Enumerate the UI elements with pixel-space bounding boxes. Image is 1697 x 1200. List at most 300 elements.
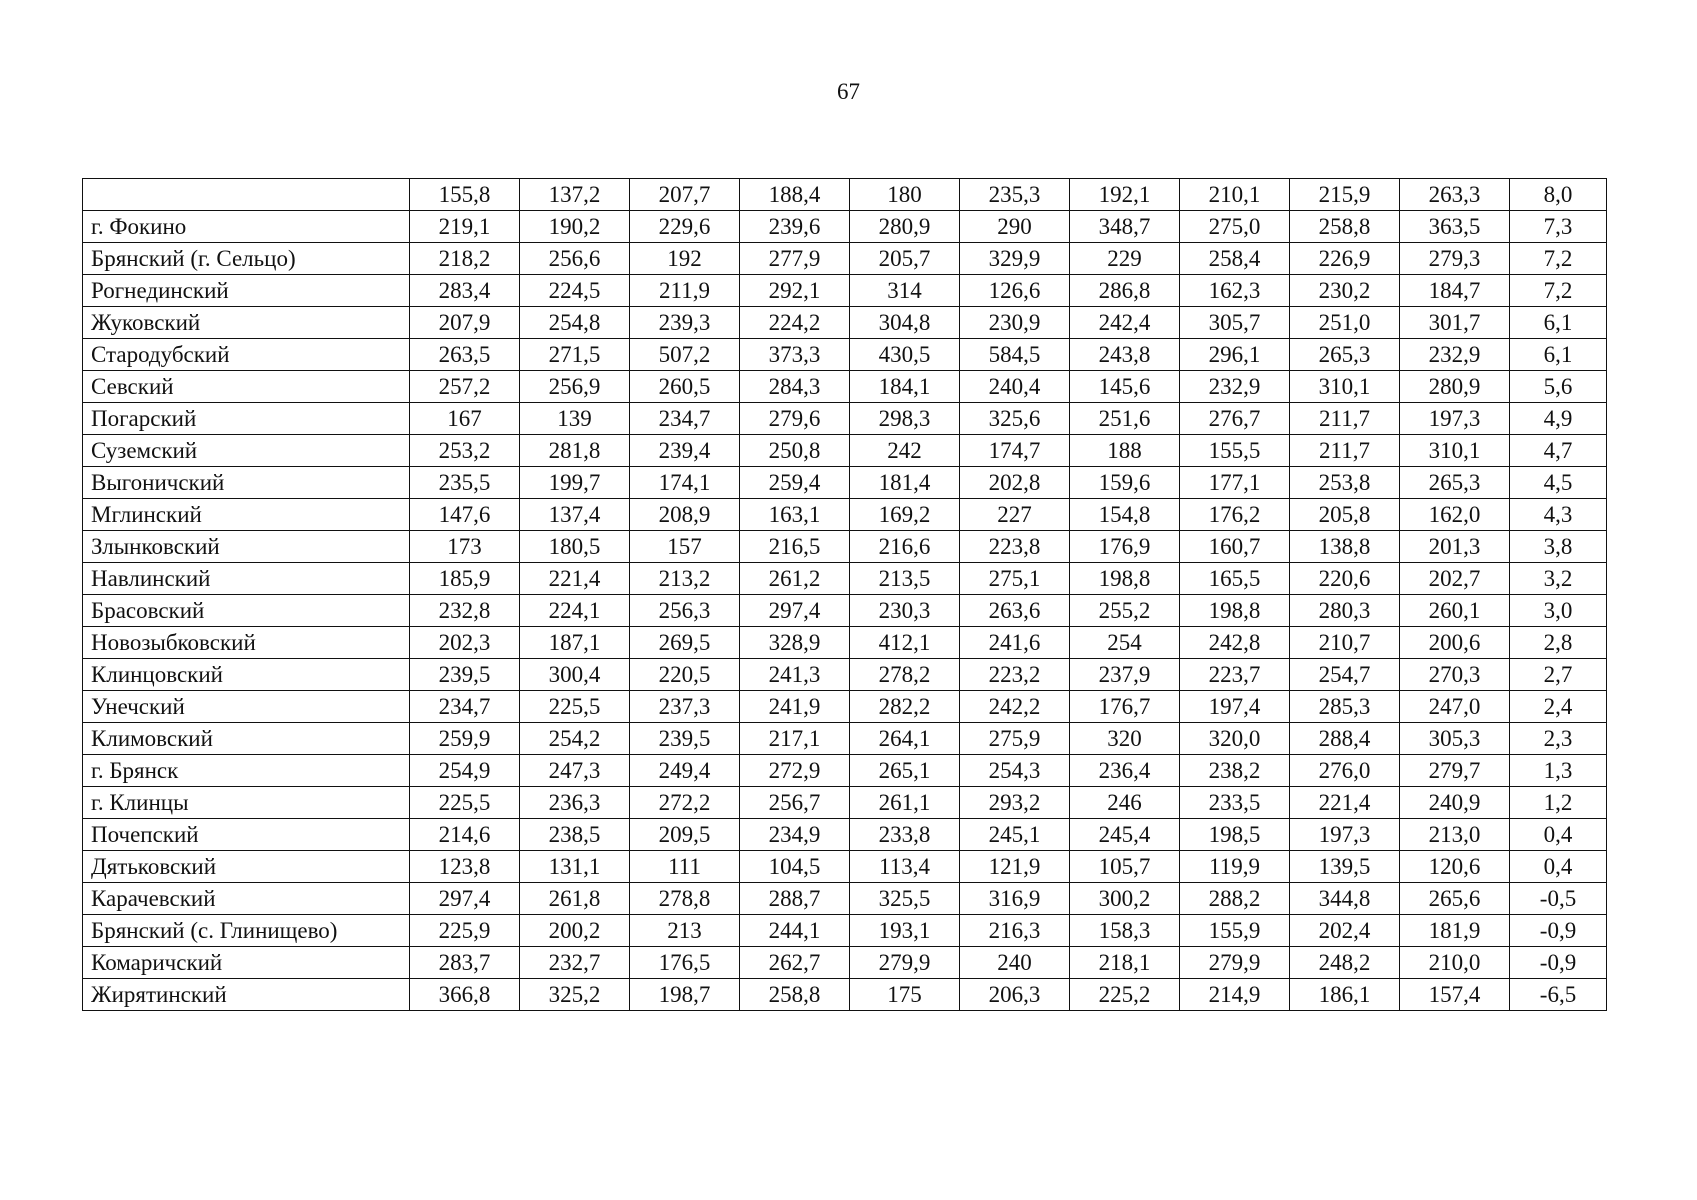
value-cell: 257,2 (410, 371, 520, 403)
value-cell: 286,8 (1070, 275, 1180, 307)
value-cell: 241,6 (960, 627, 1070, 659)
value-cell: 131,1 (520, 851, 630, 883)
value-cell: 221,4 (1290, 787, 1400, 819)
value-cell: 232,7 (520, 947, 630, 979)
value-cell: 137,4 (520, 499, 630, 531)
value-cell: 163,1 (740, 499, 850, 531)
value-cell: 205,8 (1290, 499, 1400, 531)
value-cell: 276,7 (1180, 403, 1290, 435)
value-cell: 293,2 (960, 787, 1070, 819)
value-cell: 162,3 (1180, 275, 1290, 307)
table-row (83, 339, 1607, 371)
value-cell: 320 (1070, 723, 1180, 755)
value-cell: 283,4 (410, 275, 520, 307)
district-name-cell: Комаричский (83, 947, 410, 979)
district-name-cell: Унечский (83, 691, 410, 723)
value-cell: 277,9 (740, 243, 850, 275)
value-cell: 215,9 (1290, 179, 1400, 211)
value-cell: 236,4 (1070, 755, 1180, 787)
value-cell: 310,1 (1400, 435, 1510, 467)
value-cell: 186,1 (1290, 979, 1400, 1011)
value-cell: 145,6 (1070, 371, 1180, 403)
value-cell: 175 (850, 979, 960, 1011)
value-cell: 198,8 (1180, 595, 1290, 627)
value-cell: 412,1 (850, 627, 960, 659)
value-cell: 238,2 (1180, 755, 1290, 787)
value-cell: 226,9 (1290, 243, 1400, 275)
value-cell: 246 (1070, 787, 1180, 819)
value-cell: 284,3 (740, 371, 850, 403)
change-value-cell: 4,9 (1510, 403, 1607, 435)
table-row (83, 851, 1607, 883)
value-cell: 174,7 (960, 435, 1070, 467)
district-name-cell: Навлинский (83, 563, 410, 595)
value-cell: 259,4 (740, 467, 850, 499)
value-cell: 176,5 (630, 947, 740, 979)
value-cell: 111 (630, 851, 740, 883)
value-cell: 233,5 (1180, 787, 1290, 819)
value-cell: 328,9 (740, 627, 850, 659)
value-cell: 263,3 (1400, 179, 1510, 211)
value-cell: 241,9 (740, 691, 850, 723)
value-cell: 251,6 (1070, 403, 1180, 435)
value-cell: 193,1 (850, 915, 960, 947)
change-value-cell: 2,8 (1510, 627, 1607, 659)
value-cell: 256,9 (520, 371, 630, 403)
value-cell: 430,5 (850, 339, 960, 371)
value-cell: 301,7 (1400, 307, 1510, 339)
district-name-cell: Брянский (с. Глинищево) (83, 915, 410, 947)
table-row (83, 819, 1607, 851)
value-cell: 288,2 (1180, 883, 1290, 915)
value-cell: 139 (520, 403, 630, 435)
change-value-cell: 3,2 (1510, 563, 1607, 595)
district-name-cell: Стародубский (83, 339, 410, 371)
district-name-cell: Рогнединский (83, 275, 410, 307)
change-value-cell: 0,4 (1510, 819, 1607, 851)
district-data-table (82, 178, 1607, 1011)
value-cell: 239,4 (630, 435, 740, 467)
district-name-cell: Клинцовский (83, 659, 410, 691)
value-cell: 199,7 (520, 467, 630, 499)
change-value-cell: 7,2 (1510, 275, 1607, 307)
value-cell: 263,5 (410, 339, 520, 371)
value-cell: 325,2 (520, 979, 630, 1011)
value-cell: 305,7 (1180, 307, 1290, 339)
district-name-cell: Новозыбковский (83, 627, 410, 659)
value-cell: 181,4 (850, 467, 960, 499)
value-cell: 239,6 (740, 211, 850, 243)
table-row (83, 499, 1607, 531)
value-cell: 305,3 (1400, 723, 1510, 755)
value-cell: 281,8 (520, 435, 630, 467)
value-cell: 165,5 (1180, 563, 1290, 595)
table-row (83, 787, 1607, 819)
value-cell: 224,2 (740, 307, 850, 339)
change-value-cell: 7,3 (1510, 211, 1607, 243)
table-row (83, 883, 1607, 915)
value-cell: 279,7 (1400, 755, 1510, 787)
district-name-cell: Жуковский (83, 307, 410, 339)
value-cell: 188,4 (740, 179, 850, 211)
value-cell: 208,9 (630, 499, 740, 531)
value-cell: 211,9 (630, 275, 740, 307)
value-cell: 366,8 (410, 979, 520, 1011)
change-value-cell: 4,7 (1510, 435, 1607, 467)
value-cell: 261,1 (850, 787, 960, 819)
value-cell: 219,1 (410, 211, 520, 243)
change-value-cell: 0,4 (1510, 851, 1607, 883)
value-cell: 271,5 (520, 339, 630, 371)
value-cell: 155,9 (1180, 915, 1290, 947)
change-value-cell: 2,3 (1510, 723, 1607, 755)
value-cell: 254,2 (520, 723, 630, 755)
value-cell: 167 (410, 403, 520, 435)
district-name-cell: Суземский (83, 435, 410, 467)
value-cell: 256,3 (630, 595, 740, 627)
value-cell: 254,7 (1290, 659, 1400, 691)
value-cell: 320,0 (1180, 723, 1290, 755)
value-cell: 278,8 (630, 883, 740, 915)
value-cell: 240 (960, 947, 1070, 979)
value-cell: 235,5 (410, 467, 520, 499)
table-row (83, 275, 1607, 307)
value-cell: 174,1 (630, 467, 740, 499)
value-cell: 304,8 (850, 307, 960, 339)
change-value-cell: 2,4 (1510, 691, 1607, 723)
value-cell: 213 (630, 915, 740, 947)
value-cell: 209,5 (630, 819, 740, 851)
value-cell: 254 (1070, 627, 1180, 659)
district-name-cell: г. Фокино (83, 211, 410, 243)
value-cell: 270,3 (1400, 659, 1510, 691)
value-cell: 283,7 (410, 947, 520, 979)
table-row (83, 947, 1607, 979)
value-cell: 202,7 (1400, 563, 1510, 595)
value-cell: 248,2 (1290, 947, 1400, 979)
value-cell: 243,8 (1070, 339, 1180, 371)
value-cell: 329,9 (960, 243, 1070, 275)
value-cell: 217,1 (740, 723, 850, 755)
value-cell: 154,8 (1070, 499, 1180, 531)
value-cell: 264,1 (850, 723, 960, 755)
value-cell: 160,7 (1180, 531, 1290, 563)
change-value-cell: 6,1 (1510, 339, 1607, 371)
value-cell: 310,1 (1290, 371, 1400, 403)
value-cell: 198,7 (630, 979, 740, 1011)
value-cell: 249,4 (630, 755, 740, 787)
value-cell: 254,9 (410, 755, 520, 787)
change-value-cell: 1,3 (1510, 755, 1607, 787)
table-row (83, 659, 1607, 691)
value-cell: 197,3 (1400, 403, 1510, 435)
district-name-cell: Злынковский (83, 531, 410, 563)
value-cell: 239,3 (630, 307, 740, 339)
value-cell: 157,4 (1400, 979, 1510, 1011)
value-cell: 224,5 (520, 275, 630, 307)
value-cell: 105,7 (1070, 851, 1180, 883)
value-cell: 245,1 (960, 819, 1070, 851)
value-cell: 223,2 (960, 659, 1070, 691)
value-cell: 239,5 (410, 659, 520, 691)
table-row (83, 755, 1607, 787)
value-cell: 177,1 (1180, 467, 1290, 499)
table-row (83, 563, 1607, 595)
value-cell: 584,5 (960, 339, 1070, 371)
value-cell: 121,9 (960, 851, 1070, 883)
district-name-cell: г. Клинцы (83, 787, 410, 819)
value-cell: 280,9 (850, 211, 960, 243)
change-value-cell: 8,0 (1510, 179, 1607, 211)
value-cell: 200,6 (1400, 627, 1510, 659)
page-number: 67 (837, 79, 860, 104)
value-cell: 269,5 (630, 627, 740, 659)
value-cell: 216,6 (850, 531, 960, 563)
value-cell: 220,6 (1290, 563, 1400, 595)
value-cell: 230,9 (960, 307, 1070, 339)
value-cell: 348,7 (1070, 211, 1180, 243)
change-value-cell: -0,9 (1510, 915, 1607, 947)
change-value-cell: 7,2 (1510, 243, 1607, 275)
table-row (83, 179, 1607, 211)
value-cell: 265,1 (850, 755, 960, 787)
value-cell: 187,1 (520, 627, 630, 659)
value-cell: 265,3 (1400, 467, 1510, 499)
value-cell: 210,1 (1180, 179, 1290, 211)
table-row (83, 979, 1607, 1011)
value-cell: 265,6 (1400, 883, 1510, 915)
district-name-cell: Брянский (г. Сельцо) (83, 243, 410, 275)
district-name-cell: Севский (83, 371, 410, 403)
table-row (83, 243, 1607, 275)
table-row (83, 723, 1607, 755)
district-name-cell: Дятьковский (83, 851, 410, 883)
value-cell: 325,6 (960, 403, 1070, 435)
value-cell: 242 (850, 435, 960, 467)
value-cell: 197,3 (1290, 819, 1400, 851)
value-cell: 297,4 (410, 883, 520, 915)
value-cell: 279,3 (1400, 243, 1510, 275)
district-name-cell: Выгоничский (83, 467, 410, 499)
change-value-cell: -6,5 (1510, 979, 1607, 1011)
district-name-cell: Брасовский (83, 595, 410, 627)
value-cell: 218,1 (1070, 947, 1180, 979)
value-cell: 104,5 (740, 851, 850, 883)
value-cell: 216,5 (740, 531, 850, 563)
value-cell: 275,1 (960, 563, 1070, 595)
district-name-cell: Мглинский (83, 499, 410, 531)
value-cell: 113,4 (850, 851, 960, 883)
value-cell: 176,2 (1180, 499, 1290, 531)
value-cell: 180 (850, 179, 960, 211)
value-cell: 173 (410, 531, 520, 563)
value-cell: 210,0 (1400, 947, 1510, 979)
value-cell: 197,4 (1180, 691, 1290, 723)
district-name-cell: Климовский (83, 723, 410, 755)
value-cell: 247,3 (520, 755, 630, 787)
value-cell: 227 (960, 499, 1070, 531)
value-cell: 155,8 (410, 179, 520, 211)
value-cell: 272,2 (630, 787, 740, 819)
value-cell: 239,5 (630, 723, 740, 755)
table-row (83, 531, 1607, 563)
value-cell: 279,9 (1180, 947, 1290, 979)
value-cell: 240,9 (1400, 787, 1510, 819)
value-cell: 242,8 (1180, 627, 1290, 659)
district-name-cell: Карачевский (83, 883, 410, 915)
change-value-cell: -0,5 (1510, 883, 1607, 915)
value-cell: 202,4 (1290, 915, 1400, 947)
value-cell: 218,2 (410, 243, 520, 275)
value-cell: 224,1 (520, 595, 630, 627)
change-value-cell: 3,8 (1510, 531, 1607, 563)
change-value-cell: 5,6 (1510, 371, 1607, 403)
table-row (83, 435, 1607, 467)
value-cell: 184,1 (850, 371, 960, 403)
value-cell: 198,5 (1180, 819, 1290, 851)
value-cell: 288,7 (740, 883, 850, 915)
value-cell: 235,3 (960, 179, 1070, 211)
value-cell: 138,8 (1290, 531, 1400, 563)
value-cell: 256,6 (520, 243, 630, 275)
value-cell: 507,2 (630, 339, 740, 371)
value-cell: 253,2 (410, 435, 520, 467)
table-row (83, 371, 1607, 403)
value-cell: 325,5 (850, 883, 960, 915)
value-cell: 162,0 (1400, 499, 1510, 531)
table-row (83, 915, 1607, 947)
value-cell: 185,9 (410, 563, 520, 595)
value-cell: 316,9 (960, 883, 1070, 915)
change-value-cell: 6,1 (1510, 307, 1607, 339)
value-cell: 169,2 (850, 499, 960, 531)
value-cell: 176,9 (1070, 531, 1180, 563)
value-cell: 214,6 (410, 819, 520, 851)
district-name-cell (83, 179, 410, 211)
value-cell: 147,6 (410, 499, 520, 531)
value-cell: 240,4 (960, 371, 1070, 403)
value-cell: 241,3 (740, 659, 850, 691)
value-cell: 280,9 (1400, 371, 1510, 403)
value-cell: 232,9 (1180, 371, 1290, 403)
value-cell: 225,5 (520, 691, 630, 723)
value-cell: 232,9 (1400, 339, 1510, 371)
value-cell: 247,0 (1400, 691, 1510, 723)
value-cell: 373,3 (740, 339, 850, 371)
value-cell: 253,8 (1290, 467, 1400, 499)
value-cell: 206,3 (960, 979, 1070, 1011)
value-cell: 261,2 (740, 563, 850, 595)
value-cell: 155,5 (1180, 435, 1290, 467)
value-cell: 229 (1070, 243, 1180, 275)
value-cell: 245,4 (1070, 819, 1180, 851)
value-cell: 157 (630, 531, 740, 563)
value-cell: 265,3 (1290, 339, 1400, 371)
value-cell: 237,9 (1070, 659, 1180, 691)
value-cell: 259,9 (410, 723, 520, 755)
value-cell: 298,3 (850, 403, 960, 435)
value-cell: 210,7 (1290, 627, 1400, 659)
value-cell: 223,7 (1180, 659, 1290, 691)
value-cell: 278,2 (850, 659, 960, 691)
value-cell: 225,9 (410, 915, 520, 947)
value-cell: 262,7 (740, 947, 850, 979)
value-cell: 244,1 (740, 915, 850, 947)
value-cell: 288,4 (1290, 723, 1400, 755)
value-cell: 300,2 (1070, 883, 1180, 915)
table-row (83, 691, 1607, 723)
value-cell: 256,7 (740, 787, 850, 819)
value-cell: 201,3 (1400, 531, 1510, 563)
value-cell: 272,9 (740, 755, 850, 787)
value-cell: 260,1 (1400, 595, 1510, 627)
change-value-cell: 1,2 (1510, 787, 1607, 819)
value-cell: 159,6 (1070, 467, 1180, 499)
value-cell: 234,7 (410, 691, 520, 723)
change-value-cell: 3,0 (1510, 595, 1607, 627)
value-cell: 230,2 (1290, 275, 1400, 307)
value-cell: 296,1 (1180, 339, 1290, 371)
value-cell: 180,5 (520, 531, 630, 563)
value-cell: 260,5 (630, 371, 740, 403)
change-value-cell: 2,7 (1510, 659, 1607, 691)
value-cell: 225,2 (1070, 979, 1180, 1011)
value-cell: 314 (850, 275, 960, 307)
value-cell: 137,2 (520, 179, 630, 211)
table-row (83, 403, 1607, 435)
value-cell: 214,9 (1180, 979, 1290, 1011)
value-cell: 232,8 (410, 595, 520, 627)
value-cell: 290 (960, 211, 1070, 243)
value-cell: 258,8 (740, 979, 850, 1011)
value-cell: 237,3 (630, 691, 740, 723)
value-cell: 258,4 (1180, 243, 1290, 275)
value-cell: 282,2 (850, 691, 960, 723)
value-cell: 139,5 (1290, 851, 1400, 883)
value-cell: 211,7 (1290, 435, 1400, 467)
value-cell: 213,0 (1400, 819, 1510, 851)
value-cell: 279,9 (850, 947, 960, 979)
value-cell: 221,4 (520, 563, 630, 595)
change-value-cell: 4,5 (1510, 467, 1607, 499)
value-cell: 207,9 (410, 307, 520, 339)
value-cell: 275,0 (1180, 211, 1290, 243)
district-name-cell: г. Брянск (83, 755, 410, 787)
table-row (83, 307, 1607, 339)
value-cell: 292,1 (740, 275, 850, 307)
value-cell: 202,3 (410, 627, 520, 659)
value-cell: 225,5 (410, 787, 520, 819)
value-cell: 258,8 (1290, 211, 1400, 243)
value-cell: 255,2 (1070, 595, 1180, 627)
value-cell: 297,4 (740, 595, 850, 627)
table-row (83, 595, 1607, 627)
value-cell: 123,8 (410, 851, 520, 883)
value-cell: 184,7 (1400, 275, 1510, 307)
value-cell: 285,3 (1290, 691, 1400, 723)
table-row (83, 211, 1607, 243)
district-name-cell: Жирятинский (83, 979, 410, 1011)
table-row (83, 467, 1607, 499)
value-cell: 213,2 (630, 563, 740, 595)
value-cell: 236,3 (520, 787, 630, 819)
value-cell: 223,8 (960, 531, 1070, 563)
value-cell: 200,2 (520, 915, 630, 947)
value-cell: 276,0 (1290, 755, 1400, 787)
value-cell: 126,6 (960, 275, 1070, 307)
value-cell: 242,2 (960, 691, 1070, 723)
value-cell: 254,3 (960, 755, 1070, 787)
